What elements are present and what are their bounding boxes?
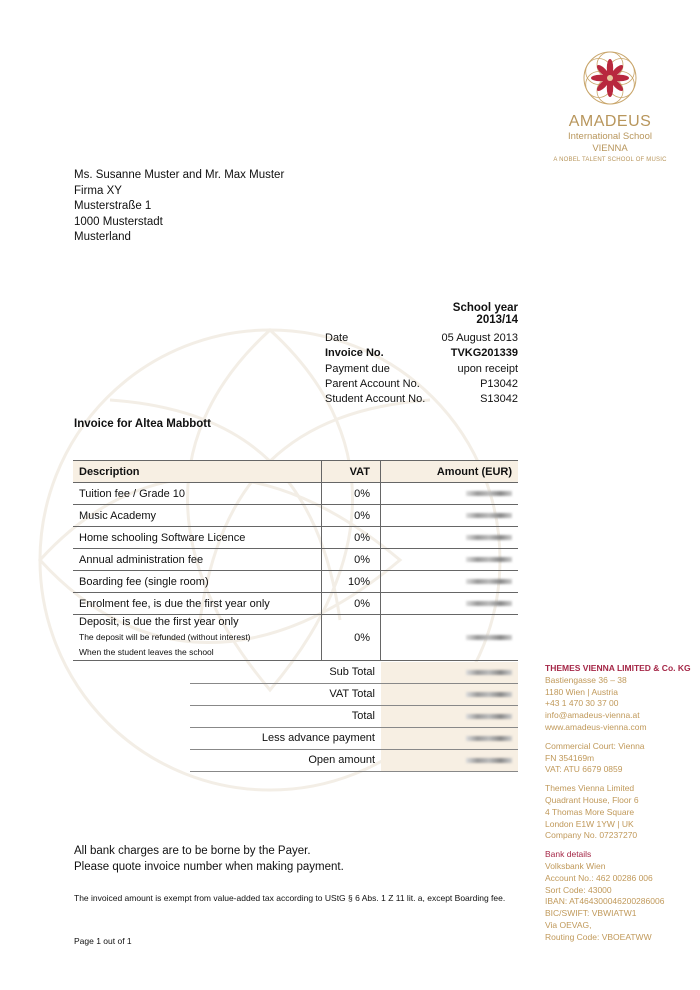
total-value-redacted [381,728,518,749]
note-line: Please quote invoice number when making payment. [74,861,344,873]
meta-value: 05 August 2013 [441,332,518,344]
meta-label: Date [325,332,349,344]
bank-details-title: Bank details [545,849,592,860]
email: info@amadeus-vienna.at [545,710,640,721]
phone: +43 1 470 30 37 00 [545,698,619,709]
recipient-line: 1000 Musterstadt [74,215,163,228]
recipient-line: Firma XY [74,184,122,197]
row-vat: 0% [322,549,381,571]
total-row [190,684,518,706]
table-row [73,505,518,527]
redacted-value [466,491,512,496]
recipient-line: Musterstraße 1 [74,200,152,212]
header-amount: Amount (EUR) [381,461,519,483]
redacted-value [466,579,512,584]
logo-name: AMADEUS [568,113,652,130]
table-row [73,593,518,615]
row-description: Boarding fee (single room) [73,571,322,593]
row-amount-redacted [381,593,519,615]
row-vat: 10% [322,571,381,593]
registry-line: FN 354169m [545,752,595,763]
row-vat: 0% [322,615,381,661]
bank-line: Via OEVAG, [545,919,592,930]
bank-line: Routing Code: VBOEATWW [545,931,652,942]
redacted-value [466,513,512,518]
meta-row-payment-due [325,362,518,377]
redacted-value [466,758,512,763]
logo-sub1: International School [568,131,652,142]
meta-label: Payment due [325,362,390,375]
company-details [545,663,695,944]
meta-row-student-account [325,392,518,407]
meta-value: upon receipt [457,362,518,375]
deposit-title: Deposit, is due the first year only [79,616,239,628]
row-amount-redacted [381,527,519,549]
total-label: Less advance payment [261,732,375,744]
logo-sub2: VIENNA [592,143,628,154]
total-value-redacted [381,684,518,705]
vat-exemption-note: The invoiced amount is exempt from value-added tax according to UStG § 6 Abs. 1 Z 11 lit. a, except Boarding fee. [74,893,506,903]
redacted-value [466,535,512,540]
table-row [73,483,518,505]
meta-value: P13042 [480,377,518,390]
redacted-value [466,670,512,675]
uk-address-line: Quadrant House, Floor 6 [545,794,639,805]
redacted-value [466,692,512,697]
registry-line: VAT: ATU 6679 0859 [545,764,623,775]
bank-charges-note [74,843,344,875]
logo-tagline: A NOBEL TALENT SCHOOL OF MUSIC [553,157,667,163]
uk-address-line: London E1W 1YW | UK [545,818,634,829]
header-description: Description [73,461,322,483]
row-description: Home schooling Software Licence [73,527,322,549]
total-label: VAT Total [329,688,375,700]
row-vat: 0% [322,505,381,527]
table-row-deposit [73,615,518,661]
table-row [73,571,518,593]
table-row [73,527,518,549]
row-vat: 0% [322,527,381,549]
row-amount-redacted [381,483,519,505]
row-vat: 0% [322,483,381,505]
row-description: Tuition fee / Grade 10 [73,483,322,505]
redacted-value [466,635,512,640]
row-description: Annual administration fee [73,549,322,571]
meta-label: Student Account No. [325,393,426,406]
total-row [190,750,518,772]
redacted-value [466,601,512,606]
redacted-value [466,736,512,741]
row-amount-redacted [381,615,519,661]
table-header-row [73,461,518,483]
uk-address-line: Themes Vienna Limited [545,783,635,794]
bank-line: Sort Code: 43000 [545,884,612,895]
total-row [190,706,518,728]
redacted-value [466,557,512,562]
row-description: Music Academy [73,505,322,527]
bank-line: IBAN: AT464300046200286006 [545,896,665,907]
invoice-items-table [73,460,518,661]
recipient-line: Musterland [74,231,131,243]
row-vat: 0% [322,593,381,615]
meta-row-invoice-no [325,346,518,361]
total-label: Total [351,710,375,722]
deposit-description [73,615,322,661]
total-value-redacted [381,662,518,683]
school-year: School year 2013/14 [452,302,518,326]
table-row [73,549,518,571]
deposit-note: When the student leaves the school [79,647,214,657]
website: www.amadeus-vienna.com [545,721,647,732]
header-vat: VAT [322,461,381,483]
meta-value: S13042 [480,393,518,406]
row-amount-redacted [381,549,519,571]
note-line: All bank charges are to be borne by the Payer. [74,845,311,857]
meta-label: Parent Account No. [325,377,420,390]
address-line: Bastiengasse 36 – 38 [545,674,627,685]
row-amount-redacted [381,571,519,593]
recipient-address [74,168,284,246]
page-number: Page 1 out of 1 [74,936,132,946]
meta-row-date [325,331,518,346]
company-name: THEMES VIENNA LIMITED & Co. KG [545,663,691,673]
registry-line: Commercial Court: Vienna [545,740,645,751]
meta-row-parent-account [325,377,518,392]
address-line: 1180 Wien | Austria [545,686,618,697]
total-row [190,662,518,684]
total-value-redacted [381,750,518,771]
bank-line: BIC/SWIFT: VBWIATW1 [545,908,637,919]
row-description: Enrolment fee, is due the first year only [73,593,322,615]
row-amount-redacted [381,505,519,527]
total-row [190,728,518,750]
invoice-title: Invoice for Altea Mabbott [74,418,211,430]
redacted-value [466,714,512,719]
flower-logo-icon [582,50,638,106]
bank-line: Volksbank Wien [545,860,606,871]
uk-address-line: Company No. 07237270 [545,830,638,841]
school-logo [540,50,680,163]
recipient-line: Ms. Susanne Muster and Mr. Max Muster [74,169,285,181]
meta-label: Invoice No. [325,347,384,360]
total-label: Sub Total [329,666,375,678]
totals-block [190,662,518,772]
invoice-meta [325,331,518,407]
bank-line: Account No.: 462 00286 006 [545,872,653,883]
meta-value: TVKG201339 [450,347,518,360]
total-value-redacted [381,706,518,727]
total-label: Open amount [308,754,375,766]
deposit-note: The deposit will be refunded (without interest) [79,632,251,642]
uk-address-line: 4 Thomas More Square [545,806,635,817]
